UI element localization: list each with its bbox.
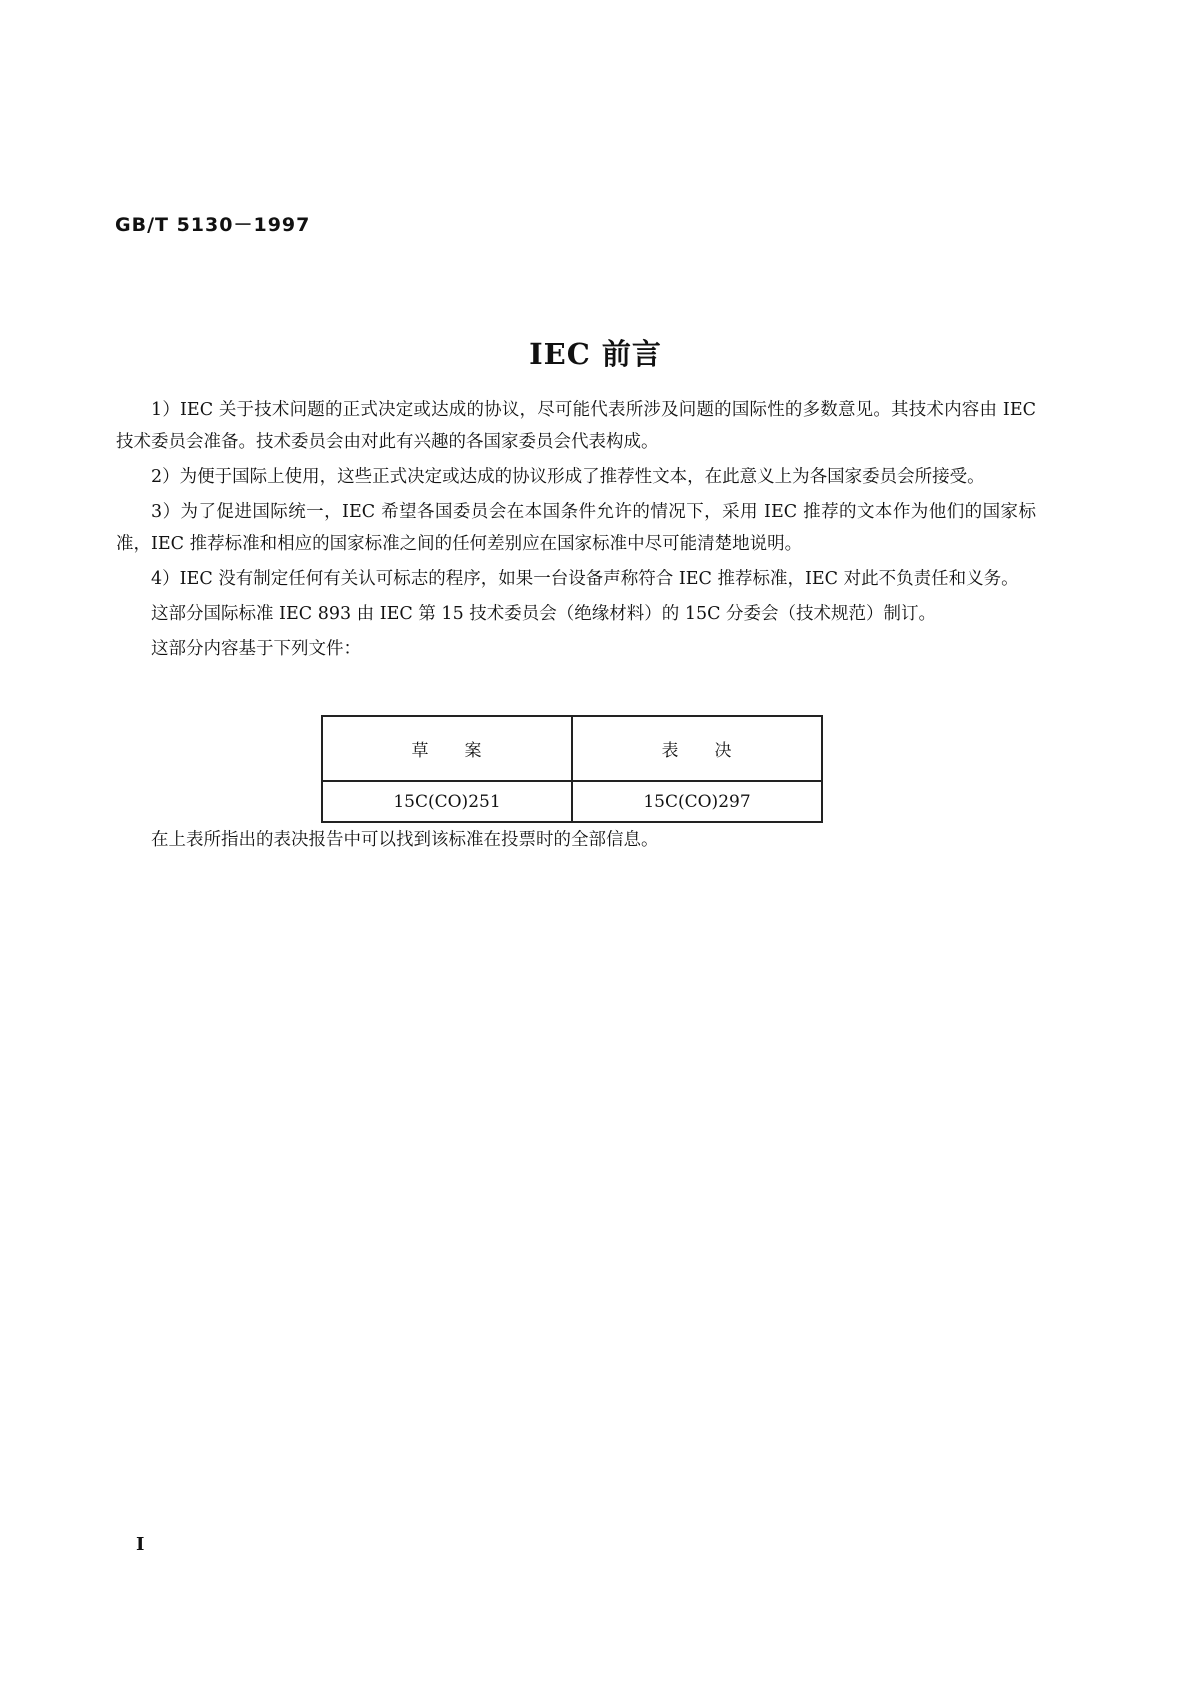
page-number: Ⅰ <box>136 1534 145 1555</box>
closing-paragraph: 在上表所指出的表决报告中可以找到该标准在投票时的全部信息。 <box>151 830 659 850</box>
paragraph-4: 4）IEC 没有制定任何有关认可标志的程序，如果一台设备声称符合 IEC 推荐标准，IEC 对此不负责任和义务。 <box>151 569 1019 589</box>
standard-number: GB/T 5130－1997 <box>115 214 311 236</box>
paragraph-based-on: 这部分内容基于下列文件： <box>151 639 361 659</box>
header-vote: 表决 <box>572 716 822 781</box>
cell-draft: 15C(CO)251 <box>322 781 572 822</box>
paragraph-iec893: 这部分国际标准 IEC 893 由 IEC 第 15 技术委员会（绝缘材料）的 15C 分委会（技术规范）制订。 <box>151 604 937 624</box>
paragraph-1: 1）IEC 关于技术问题的正式决定或达成的协议，尽可能代表所涉及问题的国际性的多数意见。其技术内容由 IEC 技术委员会准备。技术委员会由对此有兴趣的各国家委员会代表构成。 <box>116 400 1036 452</box>
documents-table <box>321 715 823 823</box>
page-title: IEC 前言 <box>529 337 662 371</box>
body-text <box>116 394 1036 668</box>
table-row <box>322 781 822 822</box>
paragraph-2: 2）为便于国际上使用，这些正式决定或达成的协议形成了推荐性文本，在此意义上为各国家委员会所接受。 <box>151 467 985 487</box>
table-header-row <box>322 716 822 781</box>
cell-vote: 15C(CO)297 <box>572 781 822 822</box>
paragraph-3: 3）为了促进国际统一，IEC 希望各国委员会在本国条件允许的情况下，采用 IEC 推荐的文本作为他们的国家标准，IEC 推荐标准和相应的国家标准之间的任何差别应在国家标准中尽可能清楚地说明。 <box>116 502 1036 554</box>
header-draft: 草案 <box>322 716 572 781</box>
